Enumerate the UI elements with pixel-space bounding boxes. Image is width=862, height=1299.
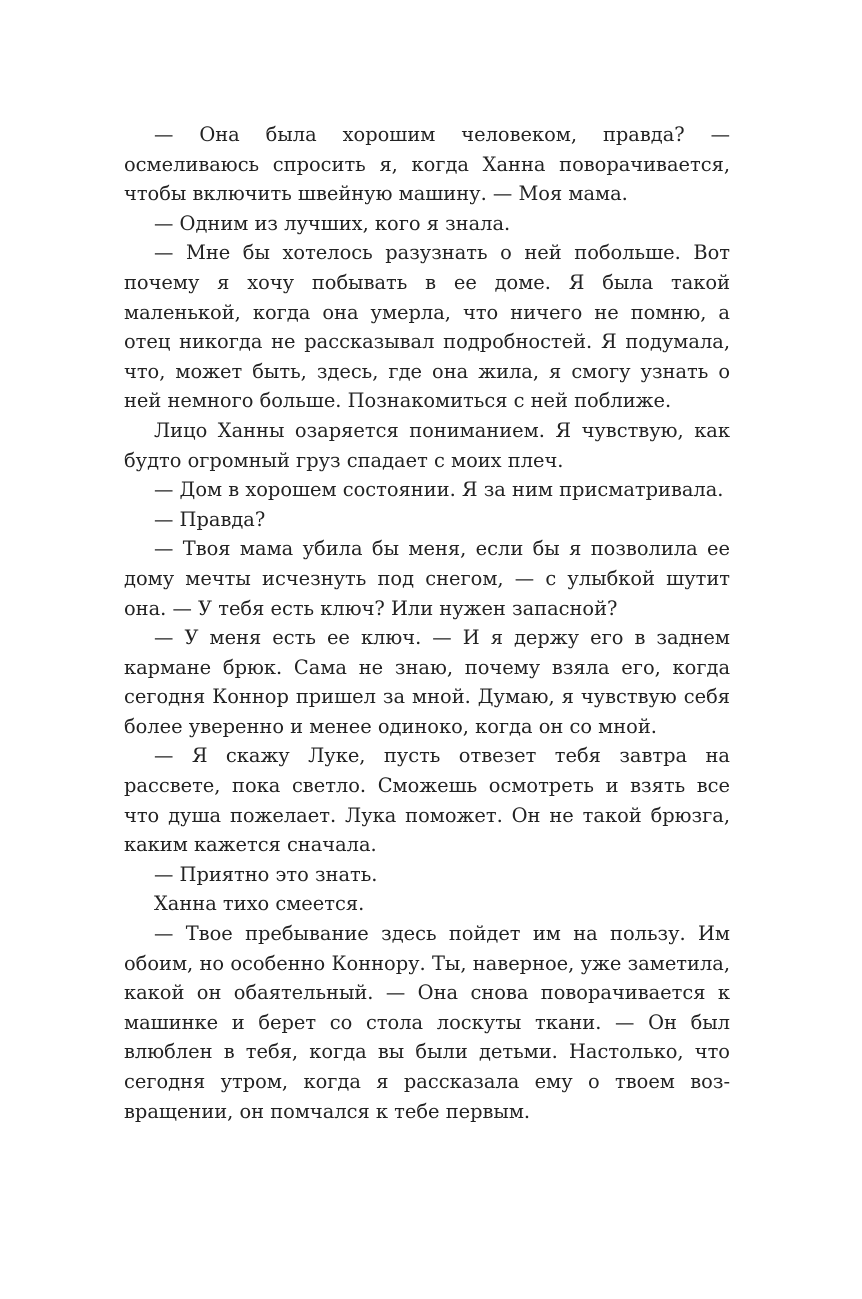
paragraph-8: — У меня есть ее ключ. — И я держу его в заднем кармане брюк. Сама не знаю, почему взяла его, когда сегодня Коннор пришел за мной. Думаю, я чувствую себя более уверенно и менее одиноко, когда он со мной. bbox=[124, 626, 730, 738]
paragraph-3: — Мне бы хотелось разузнать о ней побольше. Вот почему я хочу побывать в ее доме. Я была такой маленькой, когда она умерла, что ничего не помню, а отец никогда не рассказывал подробностей. Я подумала, что, может быть, здесь, где она жила, я смогу узнать о ней немного больше. Познакомиться с ней поближе. bbox=[124, 241, 730, 413]
paragraph-6: — Правда? bbox=[154, 507, 266, 531]
paragraph-1: — Она была хорошим человеком, правда? — осмеливаюсь спросить я, когда Ханна поворачивается, чтобы включить швейную машину. — Моя мама. bbox=[124, 123, 730, 206]
paragraph-5: — Дом в хорошем состоянии. Я за ним присматривала. bbox=[154, 478, 724, 502]
paragraph-4: Лицо Ханны озаряется пониманием. Я чувствую, как будто огромный груз спадает с моих плеч. bbox=[124, 418, 730, 472]
paragraph-10: — Приятно это знать. bbox=[154, 862, 378, 886]
paragraph-9: — Я скажу Луке, пусть отвезет тебя завтра на рассвете, пока светло. Сможешь осмотреть и взять все что душа пожелает. Лука поможет. Он не такой брюзга, каким кажется сначала. bbox=[124, 744, 730, 857]
paragraph-12: — Твое пребывание здесь пойдет им на пользу. Им обоим, но особенно Коннору. Ты, наверное, уже заметила, какой он обаятельный. — Она снова поворачивается к машинке и берет со стола лоскуты ткани. — Он был влюблен в тебя, когда вы были детьми. Настолько, что сегодня утром, когда я рассказала ему о твоем возвращении, он помчался к тебе первым. bbox=[124, 922, 730, 1123]
paragraph-11: Ханна тихо смеется. bbox=[154, 892, 365, 916]
paragraph-2: — Одним из лучших, кого я знала. bbox=[154, 211, 511, 235]
text-body bbox=[124, 120, 730, 1126]
paragraph-7: — Твоя мама убила бы меня, если бы я позволила ее дому мечты исчезнуть под снегом, — с улыбкой шутит она. — У тебя есть ключ? Или нужен запасной? bbox=[124, 537, 730, 620]
